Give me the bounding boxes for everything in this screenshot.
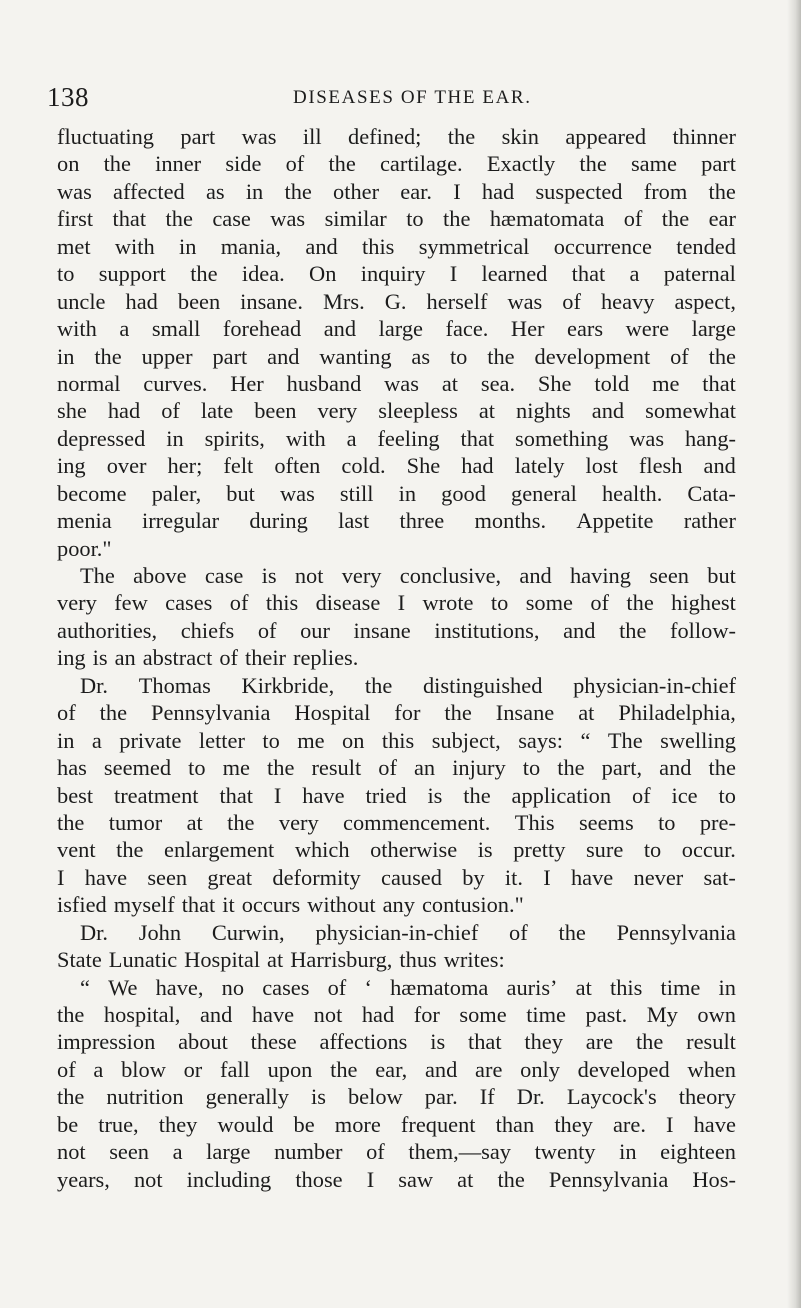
text-line: met with in mania, and this symmetrical occurrence tended bbox=[57, 233, 736, 259]
text-line: to support the idea. On inquiry I learned that a paternal bbox=[57, 261, 736, 287]
body-text bbox=[57, 123, 736, 1193]
text-line: The above case is not very conclusive, and having seen but bbox=[80, 563, 736, 588]
text-line: first that the case was similar to the hæmatomata of the ear bbox=[57, 206, 736, 232]
text-line: with a small forehead and large face. Her ears were large bbox=[57, 316, 736, 342]
text-line: fluctuating part was ill defined; the skin appeared thinner bbox=[57, 124, 736, 149]
text-line: menia irregular during last three months. Appetite rather bbox=[57, 508, 736, 534]
text-line: be true, they would be more frequent than they are. I have bbox=[57, 1111, 736, 1137]
text-line: authorities, chiefs of our insane institutions, and the follow- bbox=[57, 617, 736, 643]
text-line: best treatment that I have tried is the application of ice to bbox=[57, 782, 736, 808]
text-line: Dr. Thomas Kirkbride, the distinguished physician-in-chief bbox=[80, 672, 736, 698]
text-line: in the upper part and wanting as to the development of the bbox=[57, 343, 736, 369]
text-line: very few cases of this disease I wrote to some of the highest bbox=[57, 590, 736, 616]
text-line: of the Pennsylvania Hospital for the Insane at Philadelphia, bbox=[57, 700, 736, 726]
text-line: vent the enlargement which otherwise is pretty sure to occur. bbox=[57, 837, 736, 863]
text-line: ing over her; felt often cold. She had lately lost flesh and bbox=[57, 453, 736, 479]
text-line: the hospital, and have not had for some time past. My own bbox=[57, 1002, 736, 1027]
text-line: State Lunatic Hospital at Harrisburg, thus writes: bbox=[57, 947, 505, 973]
text-line: the nutrition generally is below par. If Dr. Laycock's theory bbox=[57, 1084, 736, 1110]
page-edge-shadow bbox=[787, 0, 801, 1308]
text-line: uncle had been insane. Mrs. G. herself was of heavy aspect, bbox=[57, 288, 736, 314]
text-line: poor." bbox=[57, 535, 112, 561]
text-line: in a private letter to me on this subject, says: “ The swelling bbox=[57, 727, 736, 753]
text-line: years, not including those I saw at the Pennsylvania Hos- bbox=[57, 1166, 736, 1192]
text-line: was affected as in the other ear. I had suspected from the bbox=[57, 178, 736, 204]
text-line: she had of late been very sleepless at nights and somewhat bbox=[57, 398, 736, 424]
text-line: “ We have, no cases of ‘ hæmatoma auris’ at this time in bbox=[80, 974, 736, 1000]
text-line: isfied myself that it occurs without any contusion." bbox=[57, 892, 524, 918]
text-line: the tumor at the very commencement. This seems to pre- bbox=[57, 809, 736, 835]
text-line: has seemed to me the result of an injury to the part, and the bbox=[57, 755, 736, 781]
text-line: depressed in spirits, with a feeling that something was hang- bbox=[57, 425, 736, 451]
text-line: ing is an abstract of their replies. bbox=[57, 645, 359, 671]
text-line: impression about these affections is that they are the result bbox=[57, 1029, 736, 1055]
text-line: on the inner side of the cartilage. Exactly the same part bbox=[57, 151, 736, 177]
text-line: normal curves. Her husband was at sea. She told me that bbox=[57, 370, 736, 396]
text-line: not seen a large number of them,—say twenty in eighteen bbox=[57, 1139, 736, 1165]
running-head bbox=[47, 82, 747, 112]
text-line: of a blow or fall upon the ear, and are only developed when bbox=[57, 1056, 736, 1082]
page-number: 138 bbox=[47, 82, 89, 112]
text-line: become paler, but was still in good general health. Cata- bbox=[57, 480, 736, 506]
running-title: DISEASES OF THE EAR. bbox=[293, 87, 532, 108]
text-line: Dr. John Curwin, physician-in-chief of the Pennsylvania bbox=[80, 919, 736, 945]
text-line: I have seen great deformity caused by it. I have never sat- bbox=[57, 864, 736, 890]
